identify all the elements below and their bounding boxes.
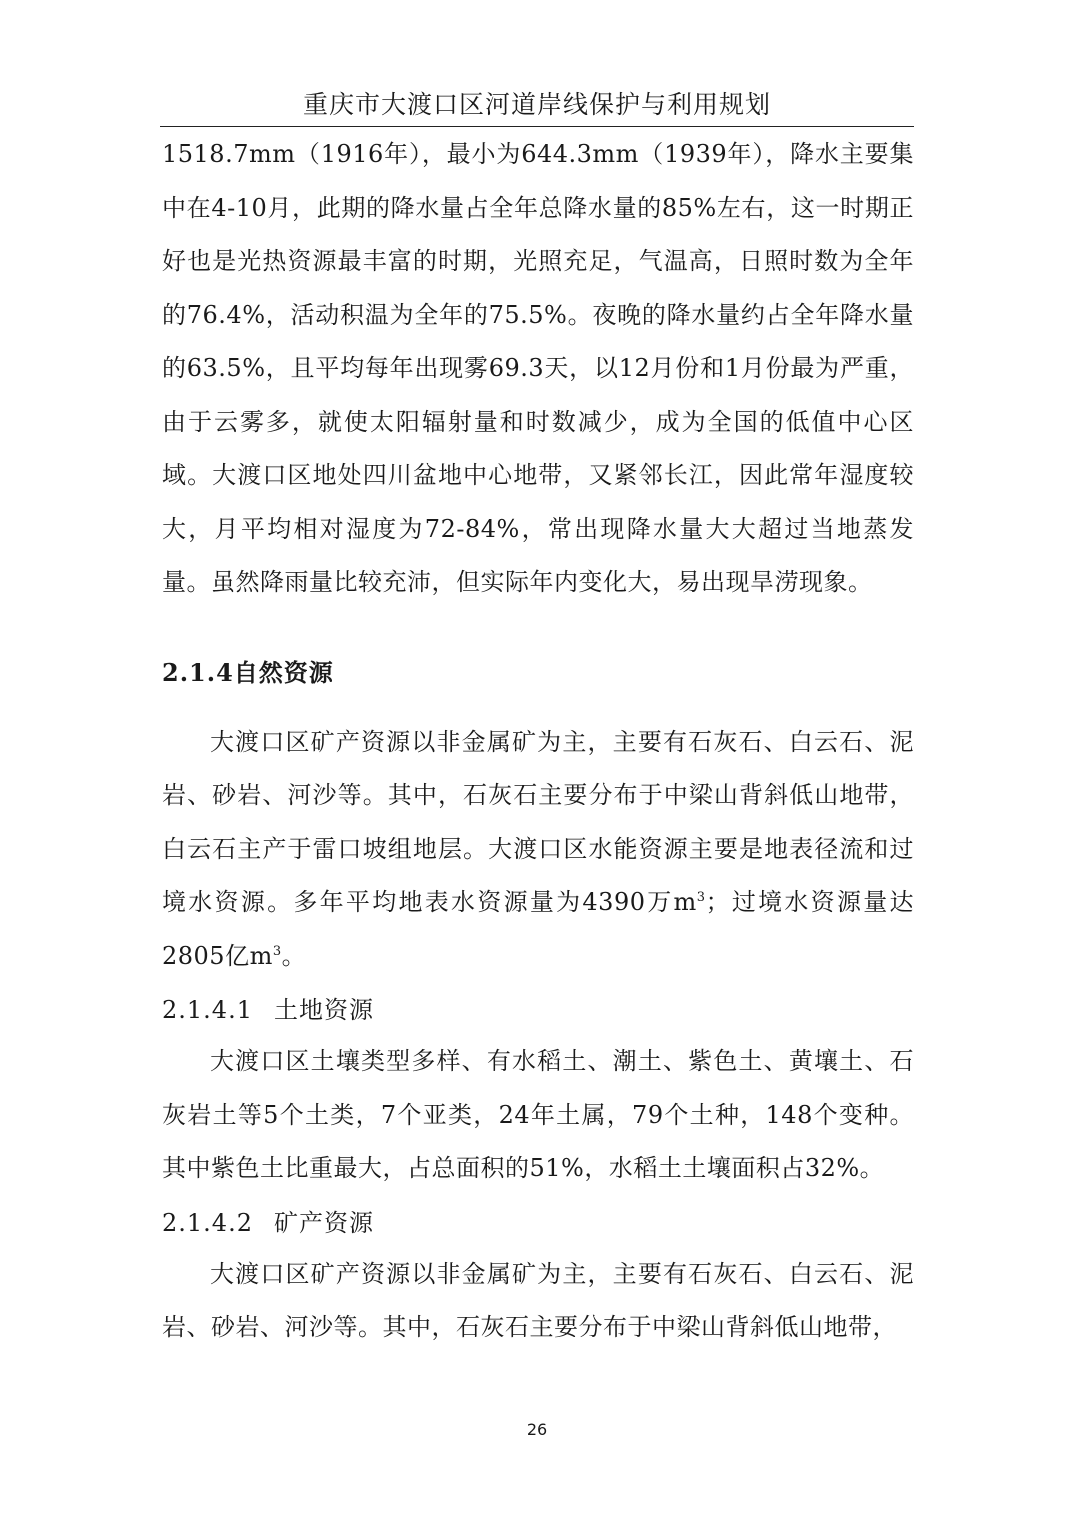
section-heading-natural-resources: 2.1.4自然资源 [162,657,334,687]
subsection-title: 矿产资源 [274,1208,374,1237]
land-resources-paragraph: 大渡口区土壤类型多样、有水稻土、潮土、紫色土、黄壤土、石灰岩土等5个土类，7个亚类，24年土属，79个土种，148个变种。其中紫色土比重最大，占总面积的51%，水稻土土壤面积占32%。 [162,1047,914,1182]
text-run: 。 [281,941,307,970]
subsection-number: 2.1.4.2 [162,1208,253,1237]
subsection-title: 土地资源 [274,996,374,1024]
mineral-resources-paragraph: 大渡口区矿产资源以非金属矿为主，主要有石灰石、白云石、泥岩、砂岩、河沙等。其中，石灰石主要分布于中梁山背斜低山地带， [162,1259,914,1341]
superscript: 3 [272,943,282,959]
document-body [162,128,914,1355]
climate-paragraph: 1518.7mm（1916年），最小为644.3mm（1939年），降水主要集中在4-10月，此期的降水量占全年总降水量的85%左右，这一时期正好也是光热资源最丰富的时期，光照充足，气温高，日照时数为全年的76.4%，活动积温为全年的75.5%。夜晚的降水量约占全年降水量的63.5%，且平均每年出现雾69.3天，以12月份和1月份最为严重，由于云雾多，就使太阳辐射量和时数减少，成为全国的低值中心区域。大渡口区地处四川盆地中心地带，又紧邻长江，因此常年湿度较大，月平均相对湿度为72-84%，常出现降水量大大超过当地蒸发量。虽然降雨量比较充沛，但实际年内变化大，易出现旱涝现象。 [162,140,914,596]
text-run: ；过境水资源量达2805亿m [162,888,915,970]
text-run: 大渡口区矿产资源以非金属矿为主，主要有石灰石、白云石、泥岩、砂岩、河沙等。其中，石灰石主要分布于中梁山背斜低山地带，白云石主产于雷口坡组地层。大渡口区水能资源主要是地表径流和过境水资源。多年平均地表水资源量为4390万m [162,727,914,916]
page-number: 26 [526,1420,548,1439]
subsection-heading-minerals [162,1200,914,1246]
header-divider [160,126,914,127]
subsection-heading-land [162,987,914,1033]
subsection-number: 2.1.4.1 [162,996,253,1024]
natural-resources-paragraph [162,716,914,984]
superscript: 3 [696,890,706,905]
page-header-title: 重庆市大渡口区河道岸线保护与利用规划 [302,90,771,119]
